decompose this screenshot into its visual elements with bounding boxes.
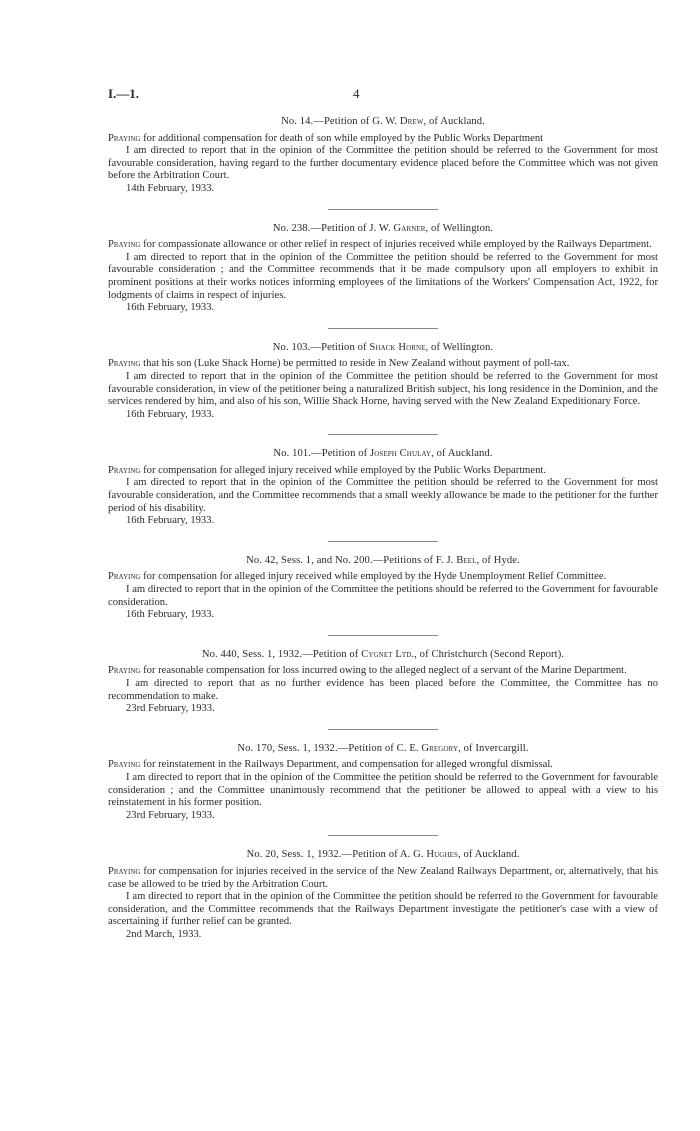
petition-entry (108, 342, 658, 422)
petitioner-name: Gregory (421, 742, 459, 754)
petitioner-name: Cygnet Ltd. (361, 648, 415, 660)
report-date: 23rd February, 1933. (126, 809, 215, 821)
prayer-text: for compensation for alleged injury received while employed by the Hyde Unemployment Relief Committee. (140, 571, 607, 583)
committee-report: I am directed to report that as no further evidence has been placed before the Committee, the Committee has no recommendation to make. (108, 678, 658, 702)
petitioner-location: , of Auckland. (457, 849, 520, 861)
petition-title (108, 555, 658, 568)
petitioner-name: Hughes (426, 849, 458, 861)
petition-title (108, 849, 658, 862)
petitioner-location: , of Hyde. (476, 554, 520, 566)
petition-number: No. 101.—Petition of (273, 448, 370, 460)
petitioner-location: , of Wellington. (425, 341, 494, 353)
petition-list (108, 116, 658, 942)
petition-number: No. 440, Sess. 1, 1932.—Petition of (201, 648, 362, 660)
prayer-text: for reasonable compensation for loss incurred owing to the alleged neglect of a servant of the Marine Department. (140, 665, 627, 677)
document-page (108, 88, 658, 942)
petition-title (108, 116, 658, 129)
committee-report: I am directed to report that in the opinion of the Committee the petition should be referred to the Government for most favourable consideration, having regard to the further documentary evidence placed before the Committee which was not given before the Arbitration Court. (108, 145, 658, 182)
separator-rule (328, 209, 438, 210)
petition-prayer (108, 133, 658, 146)
petition-title (108, 342, 658, 355)
page-header (108, 88, 658, 106)
separator-rule (328, 328, 438, 329)
petition-prayer (108, 866, 658, 891)
petition-prayer (108, 465, 658, 478)
petitioner-name: Shack Horne (369, 341, 426, 353)
petitioner-name: Drew (399, 116, 424, 127)
petition-prayer (108, 571, 658, 584)
petition-entry (108, 555, 658, 622)
petitioner-location: , of Christchurch (Second Report). (414, 648, 565, 660)
petition-number: No. 14.—Petition of G. W. (281, 116, 400, 127)
report-date: 2nd March, 1933. (126, 928, 202, 940)
petitioner-name: Garner (393, 222, 426, 234)
petitioner-location: , of Invercargill. (458, 742, 529, 754)
petition-entry (108, 743, 658, 823)
petition-number: No. 103.—Petition of (272, 341, 370, 353)
petition-title (108, 649, 658, 662)
committee-report: I am directed to report that in the opinion of the Committee the petition should be referred to the Government for favourable consideration, and the Committee recommends that the Railways Department investigate the petitioner's case with a view of ascertaining if further relief can be granted. (108, 891, 658, 928)
petition-title (108, 448, 658, 461)
praying-word: Praying (108, 239, 141, 251)
report-date: 16th February, 1933. (126, 302, 215, 314)
petition-prayer (108, 665, 658, 678)
prayer-text: for compensation for injuries received in the service of the New Zealand Railways Department, or, alternatively, that his case be allowed to be tried by the Arbitration Court. (108, 865, 658, 890)
petition-number: No. 42, Sess. 1, and No. 200.—Petitions of F. J. (246, 554, 457, 566)
separator-rule (328, 541, 438, 542)
praying-word: Praying (108, 865, 141, 877)
praying-word: Praying (108, 464, 141, 476)
petition-title (108, 743, 658, 756)
petitioner-name: Beel (456, 554, 477, 566)
petition-number: No. 238.—Petition of J. W. (272, 222, 394, 234)
committee-report: I am directed to report that in the opinion of the Committee the petition should be referred to the Government for most favourable consideration ; and the Committee recommends that it be made compulsory upon all employers to exhibit in prominent positions at their works notices informing employees of the limitations of the Workers' Compensation Act, 1922, for lodgments of claims in respect of injuries. (108, 251, 658, 301)
committee-report: I am directed to report that in the opinion of the Committee the petitions should be referred to the Government for favourable consideration. (108, 584, 658, 608)
separator-rule (328, 635, 438, 636)
prayer-text: for reinstatement in the Railways Department, and compensation for alleged wrongful dismissal. (140, 759, 553, 771)
praying-word: Praying (108, 759, 141, 771)
report-date: 23rd February, 1933. (126, 703, 215, 715)
prayer-text: for compassionate allowance or other relief in respect of injuries received while employed by the Railways Department. (140, 239, 652, 251)
separator-rule (328, 729, 438, 730)
petition-prayer (108, 239, 658, 252)
report-date: 14th February, 1933. (126, 182, 215, 194)
committee-report: I am directed to report that in the opinion of the Committee the petition should be referred to the Government for most favourable consideration, and the Committee recommends that a small weekly allowance be made to the petitioner for the further period of his disability. (108, 477, 658, 514)
committee-report: I am directed to report that in the opinion of the Committee the petition should be referred to the Government for favourable consideration ; and the Committee unanimously recommend that the petitioner be allowed to appeal with a view to his reinstatement in his former position. (108, 771, 658, 809)
petition-entry (108, 849, 658, 941)
petitioner-location: , of Auckland. (423, 116, 485, 127)
prayer-text: for additional compensation for death of son while employed by the Public Works Department (140, 132, 544, 144)
report-date: 16th February, 1933. (126, 515, 215, 527)
petitioner-name: Joseph Chulay (369, 448, 432, 460)
petition-entry (108, 223, 658, 315)
petition-entry (108, 649, 658, 716)
prayer-text: that his son (Luke Shack Horne) be permitted to reside in New Zealand without payment of poll-tax. (140, 358, 570, 370)
praying-word: Praying (108, 358, 141, 370)
page-reference: I.—1. (108, 86, 140, 101)
page-number: 4 (353, 86, 360, 101)
praying-word: Praying (108, 665, 141, 677)
petition-number: No. 20, Sess. 1, 1932.—Petition of A. G. (246, 849, 427, 861)
committee-report: I am directed to report that in the opinion of the Committee the petition should be referred to the Government for most favourable consideration, in view of the petitioner being a naturalized British subject, his long residence in the Dominion, and the services rendered by him, and also of his son, Willie Shack Horne, having served with the New Zealand Expeditionary Force. (108, 370, 658, 408)
petition-prayer (108, 759, 658, 772)
petition-title (108, 223, 658, 236)
prayer-text: for compensation for alleged injury received while employed by the Public Works Department. (140, 464, 546, 476)
petition-number: No. 170, Sess. 1, 1932.—Petition of C. E. (237, 742, 422, 754)
report-date: 16th February, 1933. (126, 609, 215, 621)
petitioner-location: , of Auckland. (431, 448, 493, 460)
separator-rule (328, 835, 438, 836)
praying-word: Praying (108, 132, 141, 144)
separator-rule (328, 434, 438, 435)
petition-entry (108, 116, 658, 196)
report-date: 16th February, 1933. (126, 408, 215, 420)
petition-entry (108, 448, 658, 528)
petitioner-location: , of Wellington. (425, 222, 494, 234)
praying-word: Praying (108, 571, 141, 583)
petition-prayer (108, 358, 658, 371)
